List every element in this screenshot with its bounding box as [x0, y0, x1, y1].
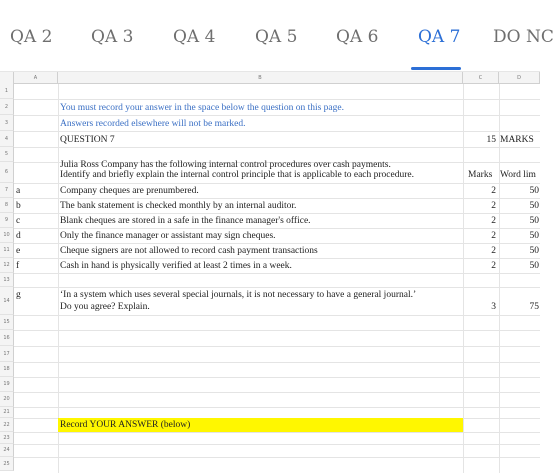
row-header[interactable]: 18	[0, 362, 14, 377]
item-word-limit: 50	[529, 186, 539, 196]
gridline	[14, 346, 540, 347]
row-header[interactable]: 14	[0, 287, 14, 315]
item-letter: f	[16, 261, 20, 271]
row-header[interactable]: 9	[0, 213, 14, 228]
row-header[interactable]: 19	[0, 377, 14, 392]
item-letter: d	[16, 231, 21, 241]
item-text: Cheque signers are not allowed to record cash payment transactions	[60, 246, 318, 256]
gridline	[14, 115, 540, 116]
gridline	[14, 432, 540, 433]
row-header[interactable]: 21	[0, 407, 14, 418]
tab-qa-7[interactable]: QA 7	[418, 27, 461, 47]
item-text: Blank cheques are stored in a safe in the finance manager's office.	[60, 216, 311, 226]
item-marks: 2	[491, 246, 496, 256]
column-header-c[interactable]: C	[463, 72, 499, 84]
gridline	[14, 258, 540, 259]
gridline	[58, 84, 59, 473]
item-text: Company cheques are prenumbered.	[60, 186, 199, 196]
item-marks: 2	[491, 231, 496, 241]
row-header[interactable]: 22	[0, 418, 14, 432]
row-header[interactable]: 11	[0, 243, 14, 258]
row-header[interactable]: 12	[0, 258, 14, 273]
item-letter: a	[16, 186, 21, 196]
item-letter: e	[16, 246, 21, 256]
tab-qa-2[interactable]: QA 2	[10, 27, 53, 47]
item-text: Only the finance manager or assistant may sign cheques.	[60, 231, 276, 241]
item-word-limit: 50	[529, 201, 539, 211]
gridline	[14, 330, 540, 331]
row-header[interactable]: 2	[0, 99, 14, 115]
item-word-limit: 50	[529, 261, 539, 271]
row-header[interactable]: 3	[0, 115, 14, 131]
item-g-line-2: Do you agree? Explain.	[60, 302, 150, 312]
row-header[interactable]: 10	[0, 228, 14, 243]
gridline	[14, 392, 540, 393]
column-header-d[interactable]: D	[499, 72, 540, 84]
row-header[interactable]: 25	[0, 457, 14, 471]
gridline	[14, 457, 540, 458]
item-g-line-1: ‘In a system which uses several special journals, it is not necessary to have a general journal.’	[60, 290, 417, 300]
gridline	[14, 99, 540, 100]
row-header[interactable]: 1	[0, 84, 14, 99]
gridline	[14, 147, 540, 148]
gridline	[14, 287, 540, 288]
gridline	[14, 213, 540, 214]
row-header[interactable]: 17	[0, 346, 14, 362]
gridline	[14, 198, 540, 199]
word-limit-header: Word lim	[500, 170, 536, 180]
total-marks-value: 15	[486, 135, 496, 145]
item-letter: g	[16, 290, 21, 300]
row-header[interactable]: 23	[0, 432, 14, 444]
item-marks: 3	[491, 302, 496, 312]
item-letter: c	[16, 216, 21, 226]
column-header-a[interactable]: A	[14, 72, 58, 84]
intro-line-1: Julia Ross Company has the following internal control procedures over cash payments.	[60, 160, 391, 170]
row-header[interactable]: 24	[0, 444, 14, 457]
question-label: QUESTION 7	[60, 135, 115, 145]
gridline	[14, 315, 540, 316]
gridline	[14, 407, 540, 408]
gridline	[14, 377, 540, 378]
column-header-b[interactable]: B	[58, 72, 463, 84]
item-marks: 2	[491, 201, 496, 211]
tab-qa-3[interactable]: QA 3	[91, 27, 134, 47]
item-marks: 2	[491, 186, 496, 196]
gridline	[14, 228, 540, 229]
gridline	[14, 183, 540, 184]
row-header[interactable]: 16	[0, 330, 14, 346]
active-tab-indicator	[411, 67, 461, 70]
gridline	[14, 362, 540, 363]
item-text: Cash in hand is physically verified at least 2 times in a week.	[60, 261, 292, 271]
intro-line-2: Identify and briefly explain the internal control principle that is applicable to each procedure.	[60, 170, 415, 180]
item-marks: 2	[491, 216, 496, 226]
tab-do-not[interactable]: DO NC	[493, 27, 554, 47]
gridline	[14, 131, 540, 132]
gridline	[14, 273, 540, 274]
marks-header: Marks	[468, 170, 493, 180]
select-all-corner[interactable]	[0, 72, 14, 84]
marks-word: MARKS	[500, 135, 534, 145]
item-marks: 2	[491, 261, 496, 271]
spreadsheet-grid	[0, 72, 540, 473]
gridline	[14, 444, 540, 445]
record-answer-label: Record YOUR ANSWER (below)	[60, 420, 191, 430]
row-header[interactable]: 8	[0, 198, 14, 213]
item-word-limit: 50	[529, 231, 539, 241]
row-header[interactable]: 5	[0, 147, 14, 162]
gridline	[14, 243, 540, 244]
row-header[interactable]: 6	[0, 162, 14, 183]
item-word-limit: 50	[529, 216, 539, 226]
tab-qa-4[interactable]: QA 4	[173, 27, 216, 47]
item-word-limit: 50	[529, 246, 539, 256]
row-header[interactable]: 20	[0, 392, 14, 407]
sheet-tab-bar	[0, 0, 554, 72]
item-text: The bank statement is checked monthly by an internal auditor.	[60, 201, 297, 211]
instruction-line-2: Answers recorded elsewhere will not be marked.	[60, 119, 246, 129]
item-letter: b	[16, 201, 21, 211]
item-word-limit: 75	[529, 302, 539, 312]
tab-qa-6[interactable]: QA 6	[336, 27, 379, 47]
row-header[interactable]: 7	[0, 183, 14, 198]
row-header[interactable]: 4	[0, 131, 14, 147]
row-header[interactable]: 13	[0, 273, 14, 287]
row-header[interactable]: 15	[0, 315, 14, 330]
instruction-line-1: You must record your answer in the space below the question on this page.	[60, 103, 344, 113]
tab-qa-5[interactable]: QA 5	[255, 27, 298, 47]
